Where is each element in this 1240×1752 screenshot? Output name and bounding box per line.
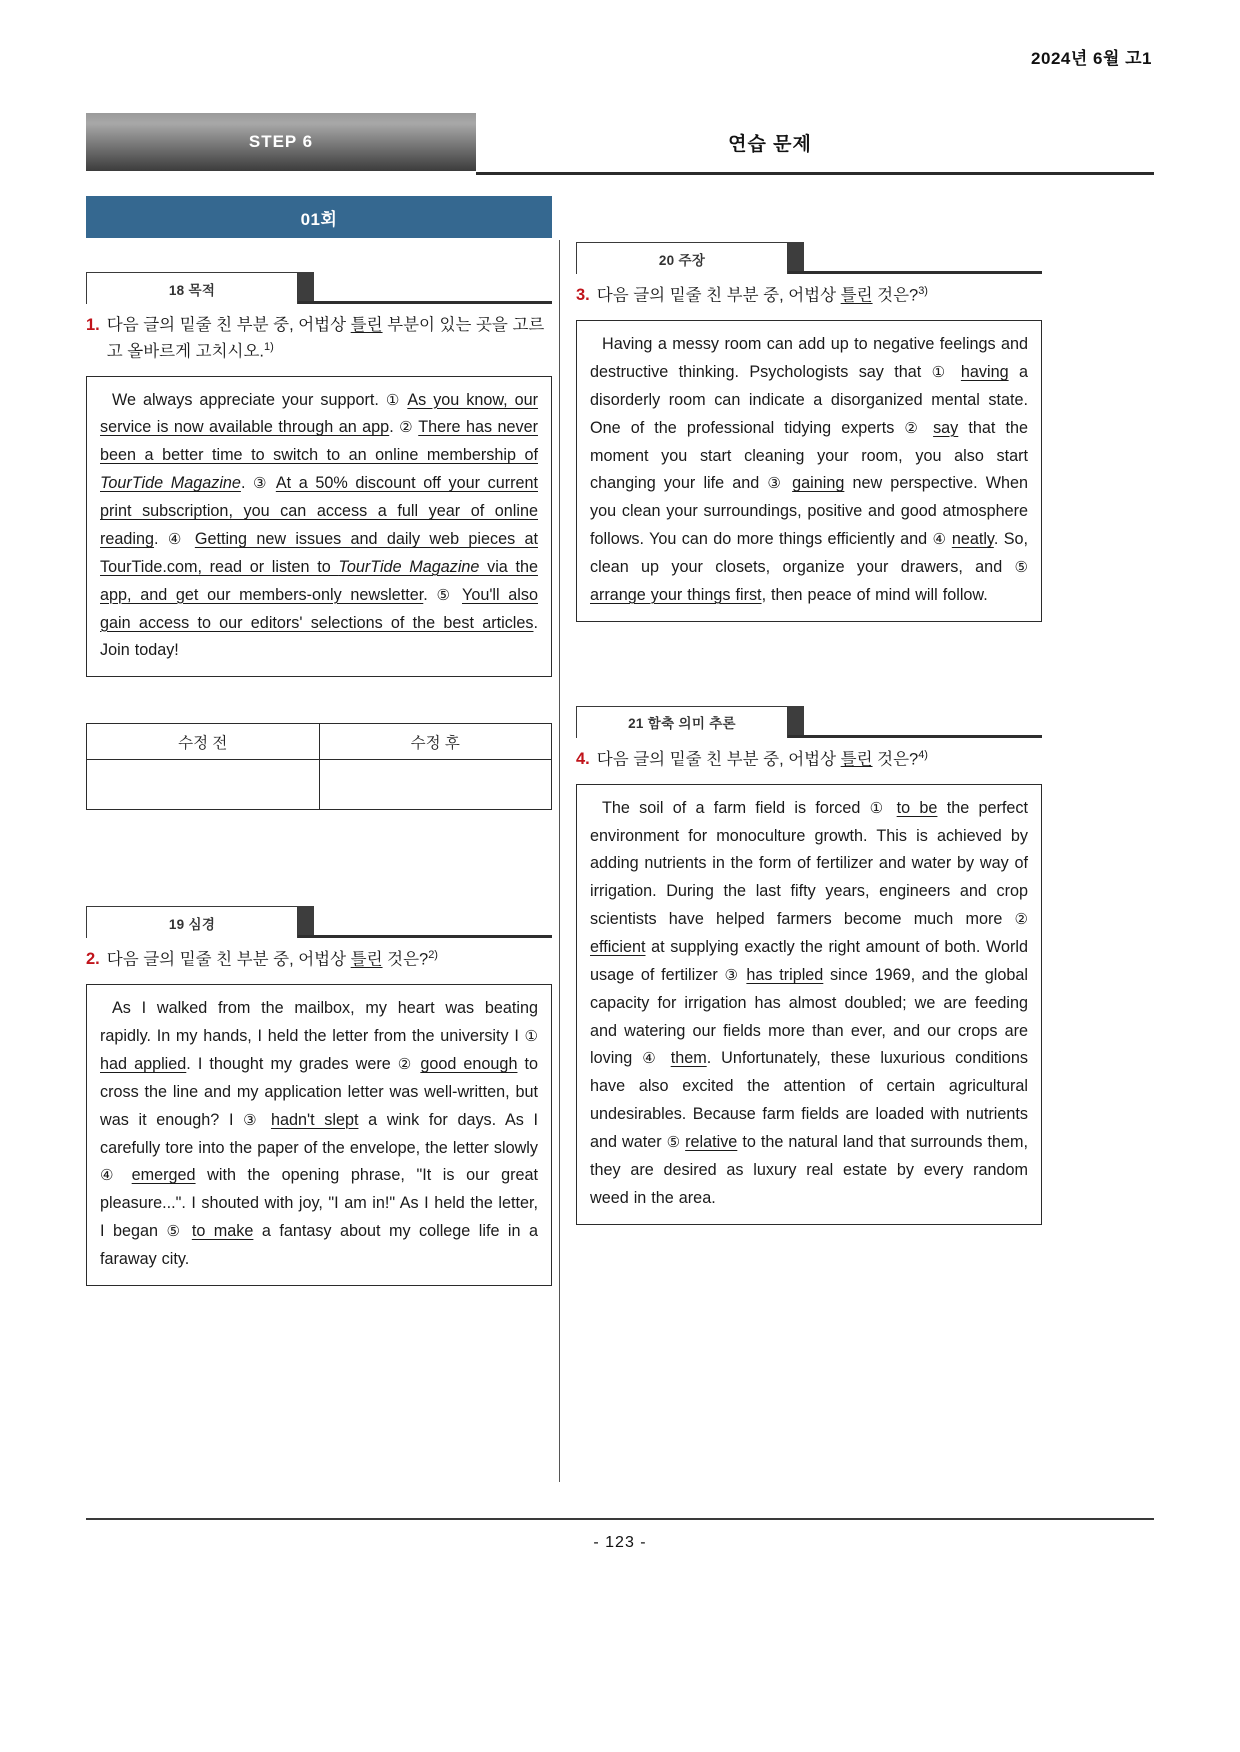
question-text-post: 부분이 있는 곳을 고르고 올바르게 고치시오.: [106, 316, 545, 361]
spacer: [576, 626, 1042, 706]
column-divider: [559, 240, 560, 1482]
question-text-post: 것은?: [872, 750, 919, 769]
correction-table: [86, 723, 552, 810]
section-tab-rule: [788, 271, 1042, 274]
footnote-marker: 1): [263, 340, 274, 353]
table-row: [87, 760, 552, 810]
table-header-row: [87, 724, 552, 760]
question-text-post: 것은?: [382, 950, 429, 969]
question-number: 1.: [86, 316, 100, 334]
question-line: [86, 938, 552, 973]
passage-box: As I walked from the mailbox, my heart was beating rapidly. In my hands, I held the letter from the university I ① had applied. I thought my grades were ② good enough to cross the line and my application letter was well-written, but was it enough? I ③ hadn't slept a wink for days. As I carefully tore into the paper of the envelope, the letter slowly ④ emerged with the opening phrase, "It is our great pleasure...". I shouted with joy, "I am in!" As I held the letter, I began ⑤ to make a fantasy about my college life in a faraway city.: [86, 984, 552, 1286]
footer-rule: [86, 1518, 1154, 1520]
question-text-pre: 다음 글의 밑줄 친 부분 중, 어법상: [596, 286, 841, 305]
footnote-marker: 2): [428, 949, 438, 962]
section-tab: [576, 242, 1042, 274]
column-header-after: 수정 후: [319, 724, 552, 760]
section-20: [576, 242, 1042, 622]
section-tab-rule: [298, 301, 552, 304]
section-21: [576, 706, 1042, 1225]
round-bar: [86, 196, 552, 238]
left-column: [86, 196, 552, 1290]
section-tab-rule: [298, 935, 552, 938]
question-text-pre: 다음 글의 밑줄 친 부분 중, 어법상: [106, 316, 351, 334]
section-tab: [86, 906, 552, 938]
banner-title-label: 연습 문제: [728, 133, 812, 155]
section-tab-box: [576, 706, 788, 738]
question-text: [107, 947, 552, 973]
question-line: [86, 304, 552, 365]
section-tab-rule: [788, 735, 1042, 738]
footnote-marker: 4): [918, 748, 928, 761]
section-18: [86, 272, 552, 677]
question-number: 2.: [86, 950, 100, 969]
answer-cell-before[interactable]: [87, 760, 320, 810]
round-label: 01회: [300, 209, 338, 229]
step-tab-label: STEP 6: [248, 132, 314, 151]
question-text: [107, 313, 552, 365]
passage-box: Having a messy room can add up to negative feelings and destructive thinking. Psychologists say that ① having a disorderly room can indicate a disorganized mental state. One of the professional tidying experts ② say that the moment you start cleaning your room, you also start changing your life and ③ gaining new perspective. When you clean your surroundings, positive and good atmosphere follows. You can do more things efficiently and ④ neatly. So, clean up your closets, organize your drawers, and ⑤ arrange your things first, then peace of mind will follow.: [576, 320, 1042, 622]
section-tab-box: [86, 906, 298, 938]
banner-rule: [476, 172, 1154, 175]
footnote-marker: 3): [918, 285, 928, 297]
passage-box: The soil of a farm field is forced ① to be the perfect environment for monoculture growth. This is achieved by adding nutrients in the form of fertilizer and water by way of irrigation. During the last fifty years, engineers and crop scientists have helped farmers become much more ② efficient at supplying exactly the right amount of both. World usage of fertilizer ③ has tripled since 1969, and the global capacity for irrigation has almost doubled; we are feeding and watering our fields more than ever, and our crops are loving ④ them. Unfortunately, these luxurious conditions have also excited the attention of certain agricultural undesirables. Because farm fields are loaded with nutrients and water ⑤ relative to the natural land that surrounds them, they are desired as luxury real estate by every random weed in the area.: [576, 784, 1042, 1225]
two-column-body: [86, 196, 1154, 1486]
step-banner: [86, 113, 1154, 175]
question-line: [576, 738, 1042, 773]
step-tab: [86, 113, 476, 171]
question-text-pre: 다음 글의 밑줄 친 부분 중, 어법상: [106, 950, 351, 969]
section-tab: [576, 706, 1042, 738]
exam-header-label: 2024년 6월 고1: [1031, 49, 1152, 68]
question-number: 3.: [576, 286, 590, 304]
question-text-emphasis: 틀린: [840, 750, 873, 769]
section-tab-label: 21 함축 의미 추론: [628, 716, 736, 732]
question-text-post: 것은?: [872, 286, 919, 305]
page-number: - 123 -: [593, 1534, 647, 1551]
question-number: 4.: [576, 749, 590, 768]
section-tab-label: 18 목적: [168, 282, 216, 298]
section-19: [86, 906, 552, 1286]
section-tab-label: 19 심경: [168, 916, 216, 932]
right-column: [576, 196, 1042, 1229]
question-text-emphasis: 틀린: [350, 950, 383, 969]
question-text-emphasis: 틀린: [350, 316, 383, 334]
question-text: [597, 747, 1042, 773]
answer-cell-after[interactable]: [319, 760, 552, 810]
passage-box: We always appreciate your support. ① As you know, our service is now available through an app. ② There has never been a better time to switch to an online membership of TourTide Magazine. ③ At a 50% discount off your current print subscription, you can access a full year of online reading. ④ Getting new issues and daily web pieces at TourTide.com, read or listen to TourTide Magazine via the app, and get our members-only newsletter. ⑤ You'll also gain access to our editors' selections of the best articles. Join today!: [86, 376, 552, 678]
section-tab-block: [788, 242, 804, 274]
section-tab: [86, 272, 552, 304]
question-text-emphasis: 틀린: [840, 286, 873, 305]
question-text-pre: 다음 글의 밑줄 친 부분 중, 어법상: [596, 750, 841, 769]
spacer: [576, 196, 1042, 242]
section-tab-label: 20 주장: [658, 252, 706, 268]
section-tab-box: [576, 242, 788, 274]
column-header-before: 수정 전: [87, 724, 320, 760]
section-tab-block: [298, 272, 314, 304]
section-tab-box: [86, 272, 298, 304]
section-tab-block: [298, 906, 314, 938]
section-tab-block: [788, 706, 804, 738]
question-line: [576, 274, 1042, 309]
spacer: [86, 810, 552, 906]
question-text: [597, 283, 1042, 309]
